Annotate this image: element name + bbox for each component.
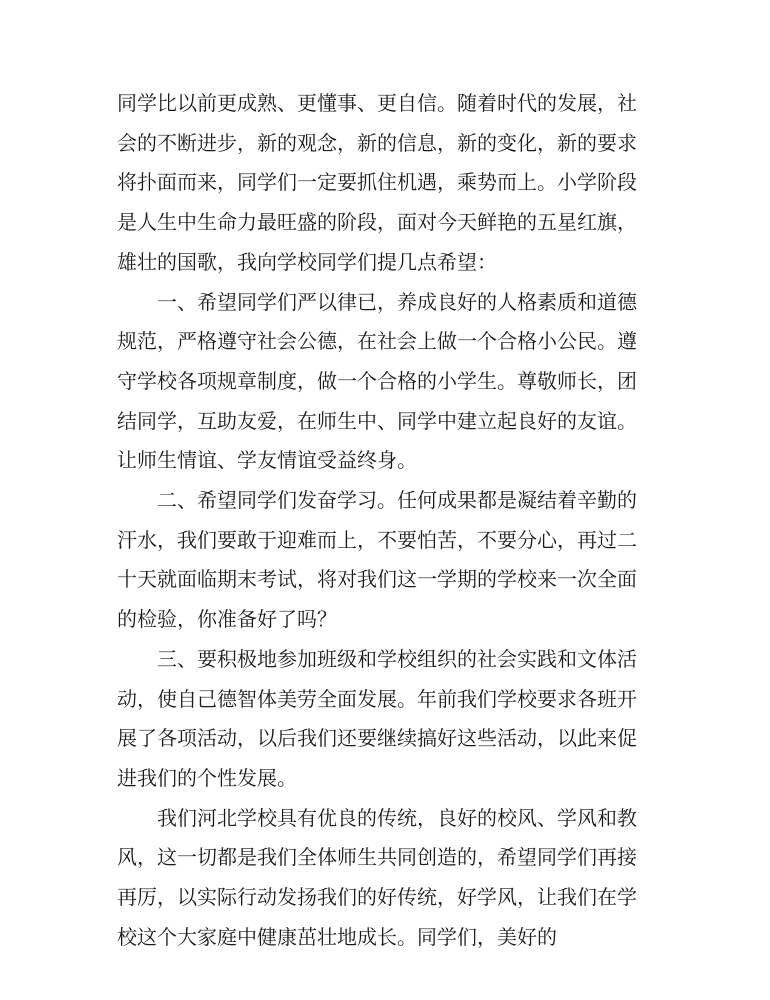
document-body <box>117 84 637 957</box>
paragraph-hope-one: 一、希望同学们严以律已，养成良好的人格素质和道德规范，严格遵守社会公德，在社会上做一个合格小公民。遵守学校各项规章制度，做一个合格的小学生。尊敬师长，团结同学，互助友爱，在师生中、同学中建立起良好的友谊。让师生情谊、学友情谊受益终身。 <box>117 289 637 473</box>
paragraph-school-tradition: 我们河北学校具有优良的传统，良好的校风、学风和教风，这一切都是我们全体师生共同创造的，希望同学们再接再厉，以实际行动发扬我们的好传统，好学风，让我们在学校这个大家庭中健康茁壮地成长。同学们，美好的 <box>117 805 637 949</box>
paragraph-hope-three: 三、要积极地参加班级和学校组织的社会实践和文体活动，使自己德智体美劳全面发展。年前我们学校要求各班开展了各项活动，以后我们还要继续搞好这些活动，以此来促进我们的个性发展。 <box>117 646 637 790</box>
paragraph-intro: 同学比以前更成熟、更懂事、更自信。随着时代的发展，社会的不断进步，新的观念，新的信息，新的变化，新的要求将扑面而来，同学们一定要抓住机遇，乘势而上。小学阶段是人生中生命力最旺盛的阶段，面对今天鲜艳的五星红旗，雄壮的国歌，我向学校同学们提几点希望： <box>117 91 637 274</box>
paragraph-hope-two: 二、希望同学们发奋学习。任何成果都是凝结着辛勤的汗水，我们要敢于迎难而上，不要怕苦，不要分心，再过二十天就面临期末考试，将对我们这一学期的学校来一次全面的检验，你准备好了吗？ <box>117 488 637 632</box>
